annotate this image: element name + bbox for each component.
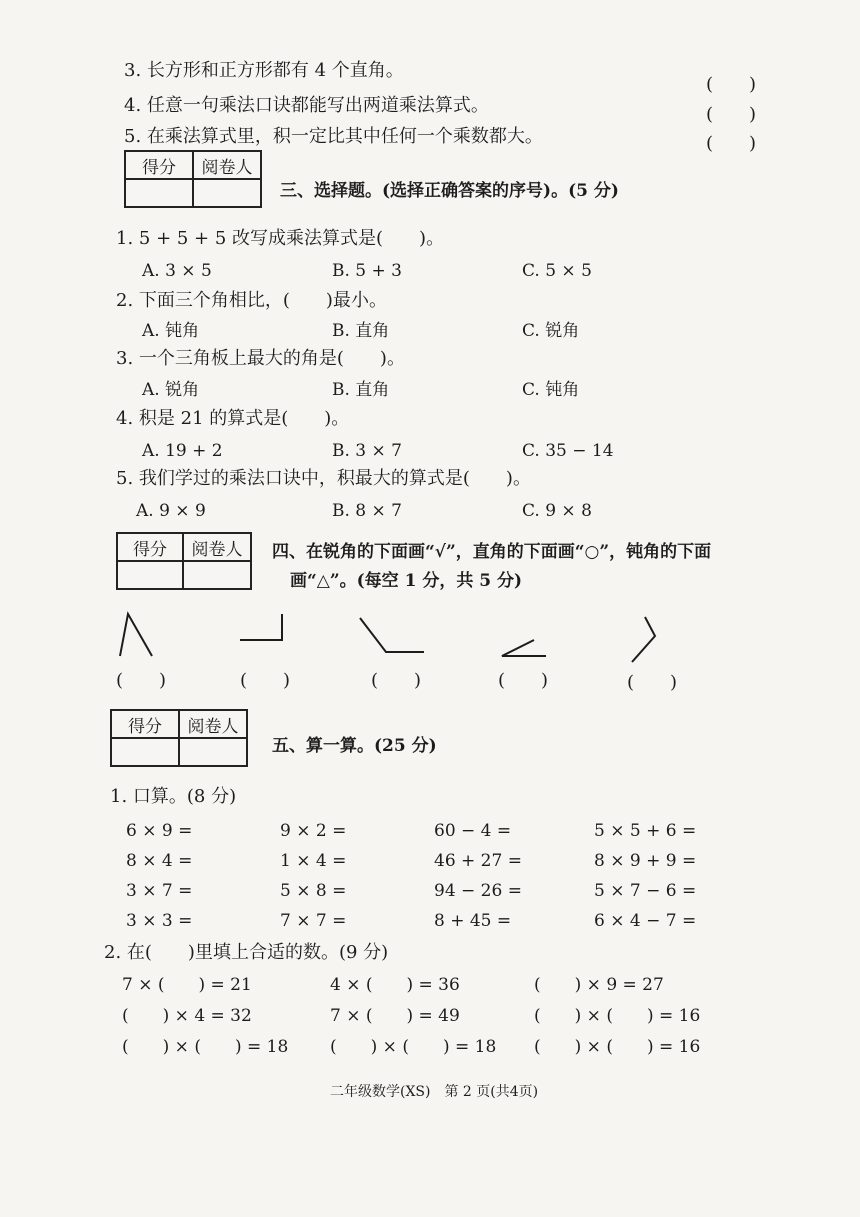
fill-in-item[interactable]: ( ) × ( ) = 16 — [534, 1006, 701, 1026]
oral-calc-item: 6 × 4 − 7 = — [594, 911, 697, 931]
judge-question-4: 4. 任意一句乘法口诀都能写出两道乘法算式。 — [124, 95, 489, 116]
fill-in-item[interactable]: ( ) × ( ) = 18 — [330, 1037, 497, 1057]
score-label: 得分 — [111, 710, 179, 738]
reviewer-label: 阅卷人 — [193, 151, 261, 179]
fill-in-item[interactable]: 7 × ( ) = 21 — [122, 975, 252, 995]
section-4-title-line2: 画“△”。(每空 1 分，共 5 分) — [290, 571, 523, 591]
acute-angle-figure — [120, 614, 152, 656]
oral-calc-item: 5 × 8 = — [280, 881, 347, 901]
option-c[interactable]: C. 9 × 8 — [522, 501, 592, 521]
oral-calc-item: 1 × 4 = — [280, 851, 347, 871]
reviewer-label: 阅卷人 — [179, 710, 247, 738]
score-label: 得分 — [125, 151, 193, 179]
choice-question-2: 2. 下面三个角相比，( )最小。 — [116, 290, 387, 311]
fill-in-item[interactable]: 7 × ( ) = 49 — [330, 1006, 460, 1026]
option-b[interactable]: B. 5 + 3 — [332, 261, 402, 281]
oral-calc-item: 9 × 2 = — [280, 821, 347, 841]
oral-calc-item: 7 × 7 = — [280, 911, 347, 931]
fill-in-item[interactable]: ( ) × 9 = 27 — [534, 975, 664, 995]
score-label: 得分 — [117, 533, 183, 561]
fill-in-item[interactable]: ( ) × 4 = 32 — [122, 1006, 252, 1026]
judge-question-5: 5. 在乘法算式里，积一定比其中任何一个乘数都大。 — [124, 126, 543, 147]
judge-question-3: 3. 长方形和正方形都有 4 个直角。 — [124, 60, 404, 81]
option-b[interactable]: B. 直角 — [332, 380, 390, 400]
score-cell[interactable] — [111, 738, 179, 766]
right-angle-figure — [240, 614, 282, 640]
fill-in-title: 2. 在( )里填上合适的数。(9 分) — [104, 942, 389, 963]
oral-calc-item: 94 − 26 = — [434, 881, 522, 901]
fill-in-item[interactable]: 4 × ( ) = 36 — [330, 975, 460, 995]
answer-blank[interactable]: ( ) — [371, 670, 422, 691]
section-3-title: 三、选择题。(选择正确答案的序号)。(5 分) — [280, 181, 619, 201]
reviewer-label: 阅卷人 — [183, 533, 251, 561]
oral-calc-item: 5 × 5 + 6 = — [594, 821, 697, 841]
oral-calc-item: 3 × 3 = — [126, 911, 193, 931]
option-a[interactable]: A. 3 × 5 — [142, 261, 212, 281]
oral-calc-item: 5 × 7 − 6 = — [594, 881, 697, 901]
option-b[interactable]: B. 8 × 7 — [332, 501, 402, 521]
obtuse-angle-figure — [360, 618, 424, 652]
oral-calc-title: 1. 口算。(8 分) — [110, 786, 237, 807]
oral-calc-item: 6 × 9 = — [126, 821, 193, 841]
answer-blank[interactable]: ( ) — [498, 670, 549, 691]
choice-question-1: 1. 5 + 5 + 5 改写成乘法算式是( )。 — [116, 228, 445, 249]
oral-calc-item: 8 + 45 = — [434, 911, 512, 931]
answer-bracket[interactable]: ( ) — [706, 104, 757, 125]
answer-blank[interactable]: ( ) — [240, 670, 291, 691]
choice-question-4: 4. 积是 21 的算式是( )。 — [116, 408, 350, 429]
oral-calc-item: 60 − 4 = — [434, 821, 512, 841]
section-4-title-line1: 四、在锐角的下面画“√”，直角的下面画“○”，钝角的下面 — [272, 542, 712, 562]
option-b[interactable]: B. 3 × 7 — [332, 441, 402, 461]
option-a[interactable]: A. 钝角 — [142, 321, 200, 341]
choice-question-5: 5. 我们学过的乘法口诀中，积最大的算式是( )。 — [116, 468, 531, 489]
fill-in-item[interactable]: ( ) × ( ) = 18 — [122, 1037, 289, 1057]
option-c[interactable]: C. 锐角 — [522, 321, 580, 341]
score-box — [110, 709, 248, 767]
section-5-title: 五、算一算。(25 分) — [272, 736, 437, 756]
option-c[interactable]: C. 5 × 5 — [522, 261, 592, 281]
option-a[interactable]: A. 9 × 9 — [136, 501, 206, 521]
option-a[interactable]: A. 锐角 — [142, 380, 200, 400]
oral-calc-item: 46 + 27 = — [434, 851, 522, 871]
oral-calc-item: 8 × 9 + 9 = — [594, 851, 697, 871]
page-footer: 二年级数学(XS) 第 2 页(共4页) — [330, 1084, 539, 1100]
obtuse-angle-figure — [632, 617, 655, 662]
answer-bracket[interactable]: ( ) — [706, 133, 757, 154]
option-a[interactable]: A. 19 + 2 — [142, 441, 223, 461]
oral-calc-item: 3 × 7 = — [126, 881, 193, 901]
answer-bracket[interactable]: ( ) — [706, 74, 757, 95]
acute-angle-figure — [502, 640, 546, 656]
option-c[interactable]: C. 35 − 14 — [522, 441, 614, 461]
option-c[interactable]: C. 钝角 — [522, 380, 580, 400]
reviewer-cell[interactable] — [179, 738, 247, 766]
choice-question-3: 3. 一个三角板上最大的角是( )。 — [116, 348, 405, 369]
answer-blank[interactable]: ( ) — [116, 670, 167, 691]
oral-calc-item: 8 × 4 = — [126, 851, 193, 871]
fill-in-item[interactable]: ( ) × ( ) = 16 — [534, 1037, 701, 1057]
option-b[interactable]: B. 直角 — [332, 321, 390, 341]
answer-blank[interactable]: ( ) — [627, 672, 678, 693]
